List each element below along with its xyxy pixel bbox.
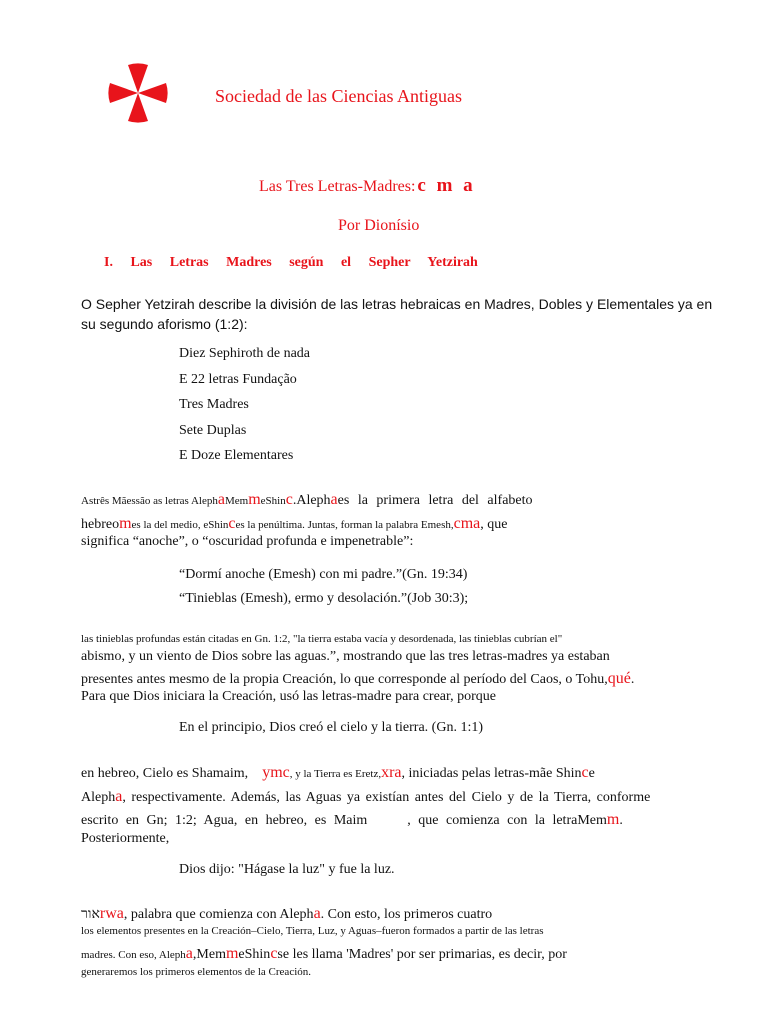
para4-line-3	[81, 943, 567, 966]
text-run: es la penúltima. Juntas, forman la palabra Emesh,	[235, 519, 454, 531]
hebrew-letter-red: a	[185, 945, 193, 962]
hebrew-letter-red: m	[606, 811, 620, 828]
quote-line: “Tinieblas (Emesh), ermo y desolación.”(Job 30:3);	[179, 591, 469, 606]
hebrew-letter-red: a	[313, 905, 321, 922]
text-run: . Con esto, los primeros cuatro	[320, 907, 493, 922]
hebrew-letter-red: c	[581, 764, 589, 781]
title-text: Las Tres Letras-Madres:	[259, 178, 416, 195]
text-run: eShin	[260, 495, 286, 507]
hebrew-letter-red: m	[225, 945, 239, 962]
para4-line-4: generaremos los primeros elementos de la Creación.	[81, 966, 312, 978]
text-run: es la del medio, eShin	[131, 519, 229, 531]
para3-line-1	[81, 762, 595, 785]
text-run: ,Mem	[192, 947, 226, 962]
hebrew-letter-red: m	[119, 515, 132, 532]
para1-line-3: significa “anoche”, o “oscuridad profunda e impenetrable”:	[81, 534, 414, 549]
text-run: , y la Tierra es Eretz,	[289, 768, 382, 780]
intro-line-2: su segundo aforismo (1:2):	[81, 316, 248, 332]
para2-line-4: Para que Dios iniciara la Creación, usó las letras-madre para crear, porque	[81, 689, 496, 704]
organization-name: Sociedad de las Ciencias Antiguas	[215, 86, 462, 106]
aphorism-line: Diez Sephiroth de nada	[179, 346, 311, 361]
hebrew-word-red: rwa	[99, 905, 124, 922]
hebrew-letter-red: c	[270, 945, 278, 962]
aphorism-line: Sete Duplas	[179, 423, 247, 438]
light-quote: Dios dijo: "Hágase la luz" y fue la luz.	[179, 862, 395, 877]
text-run: Mem	[224, 495, 249, 507]
text-run: Astrês Mãessão as letras Aleph	[81, 495, 218, 507]
genesis-quote: En el principio, Dios creó el cielo y la tierra. (Gn. 1:1)	[179, 720, 484, 735]
hebrew-word-red: ymc	[262, 764, 290, 781]
text-run: madres. Con eso, Aleph	[81, 949, 186, 961]
document-title	[259, 175, 476, 197]
text-run: , palabra que comienza con Aleph	[123, 907, 314, 922]
para4-line-2: los elementos presentes en la Creación–Cielo, Tierra, Luz, y Aguas–fueron formados a partir de las letras	[81, 925, 544, 937]
text-run: e	[588, 766, 595, 781]
text-run: presentes antes mesmo de la propia Creación, lo que corresponde al período del Caos, o Tohu,	[81, 672, 608, 687]
hebrew-letter-red: a	[217, 491, 225, 508]
hebrew-letter-red: m	[248, 491, 261, 508]
hebrew-word-red: cma	[453, 515, 481, 532]
text-run: .Aleph	[292, 493, 331, 508]
text-run: .	[630, 672, 635, 687]
aphorism-line: E 22 letras Fundação	[179, 372, 297, 387]
cross-logo-icon	[107, 62, 169, 124]
hebrew-word-red: xra	[381, 764, 402, 781]
text-run: se les llama 'Madres' por ser primarias, es decir, por	[277, 947, 567, 962]
aphorism-line: E Doze Elementares	[179, 448, 294, 463]
quote-line: “Dormí anoche (Emesh) con mi padre.”(Gn. 19:34)	[179, 567, 468, 582]
hebrew-word-red: qué	[607, 670, 631, 687]
para3-line-2	[81, 786, 650, 809]
text-run: , iniciadas pelas letras-mãe Shin	[401, 766, 582, 781]
text-run: en hebreo, Cielo es Shamaim,	[81, 766, 249, 781]
aphorism-line: Tres Madres	[179, 397, 249, 412]
text-run: es la primera letra del alfabeto	[337, 493, 533, 508]
author-line: Por Dionísio	[338, 217, 420, 234]
text-run: Aleph	[81, 790, 116, 805]
section-heading: I. Las Letras Madres según el Sepher Yetzirah	[104, 255, 478, 270]
text-run: , que	[480, 517, 508, 532]
text-run: , respectivamente. Además, las Aguas ya existían antes del Cielo y de la Tierra, conforme	[122, 790, 651, 805]
para3-line-4: Posteriormente,	[81, 831, 170, 846]
para1-line-1	[81, 489, 533, 512]
hebrew-letter-red: a	[330, 491, 338, 508]
text-run: , que comienza con la letraMem	[407, 813, 607, 828]
para2-line-1: las tinieblas profundas están citadas en Gn. 1:2, "la tierra estaba vacía y desordenada, las tinieblas cubrían el"	[81, 633, 563, 645]
text-run: hebreo	[81, 517, 120, 532]
hebrew-letter-red: c	[228, 515, 236, 532]
para2-line-2: abismo, y un viento de Dios sobre las aguas.”, mostrando que las tres letras-madres ya estaban	[81, 649, 610, 664]
title-hebrew-letters: c m a	[417, 175, 476, 196]
hebrew-letter-red: a	[115, 788, 123, 805]
text-run: escrito en Gn; 1:2; Agua, en hebreo, es Maim	[81, 813, 368, 828]
text-run: .	[619, 813, 623, 828]
hebrew-word: אור	[81, 907, 100, 922]
hebrew-letter-red: c	[285, 491, 293, 508]
intro-line-1: O Sepher Yetzirah describe la división de las letras hebraicas en Madres, Dobles y Elementales ya en	[81, 296, 713, 312]
text-run: eShin	[238, 947, 271, 962]
